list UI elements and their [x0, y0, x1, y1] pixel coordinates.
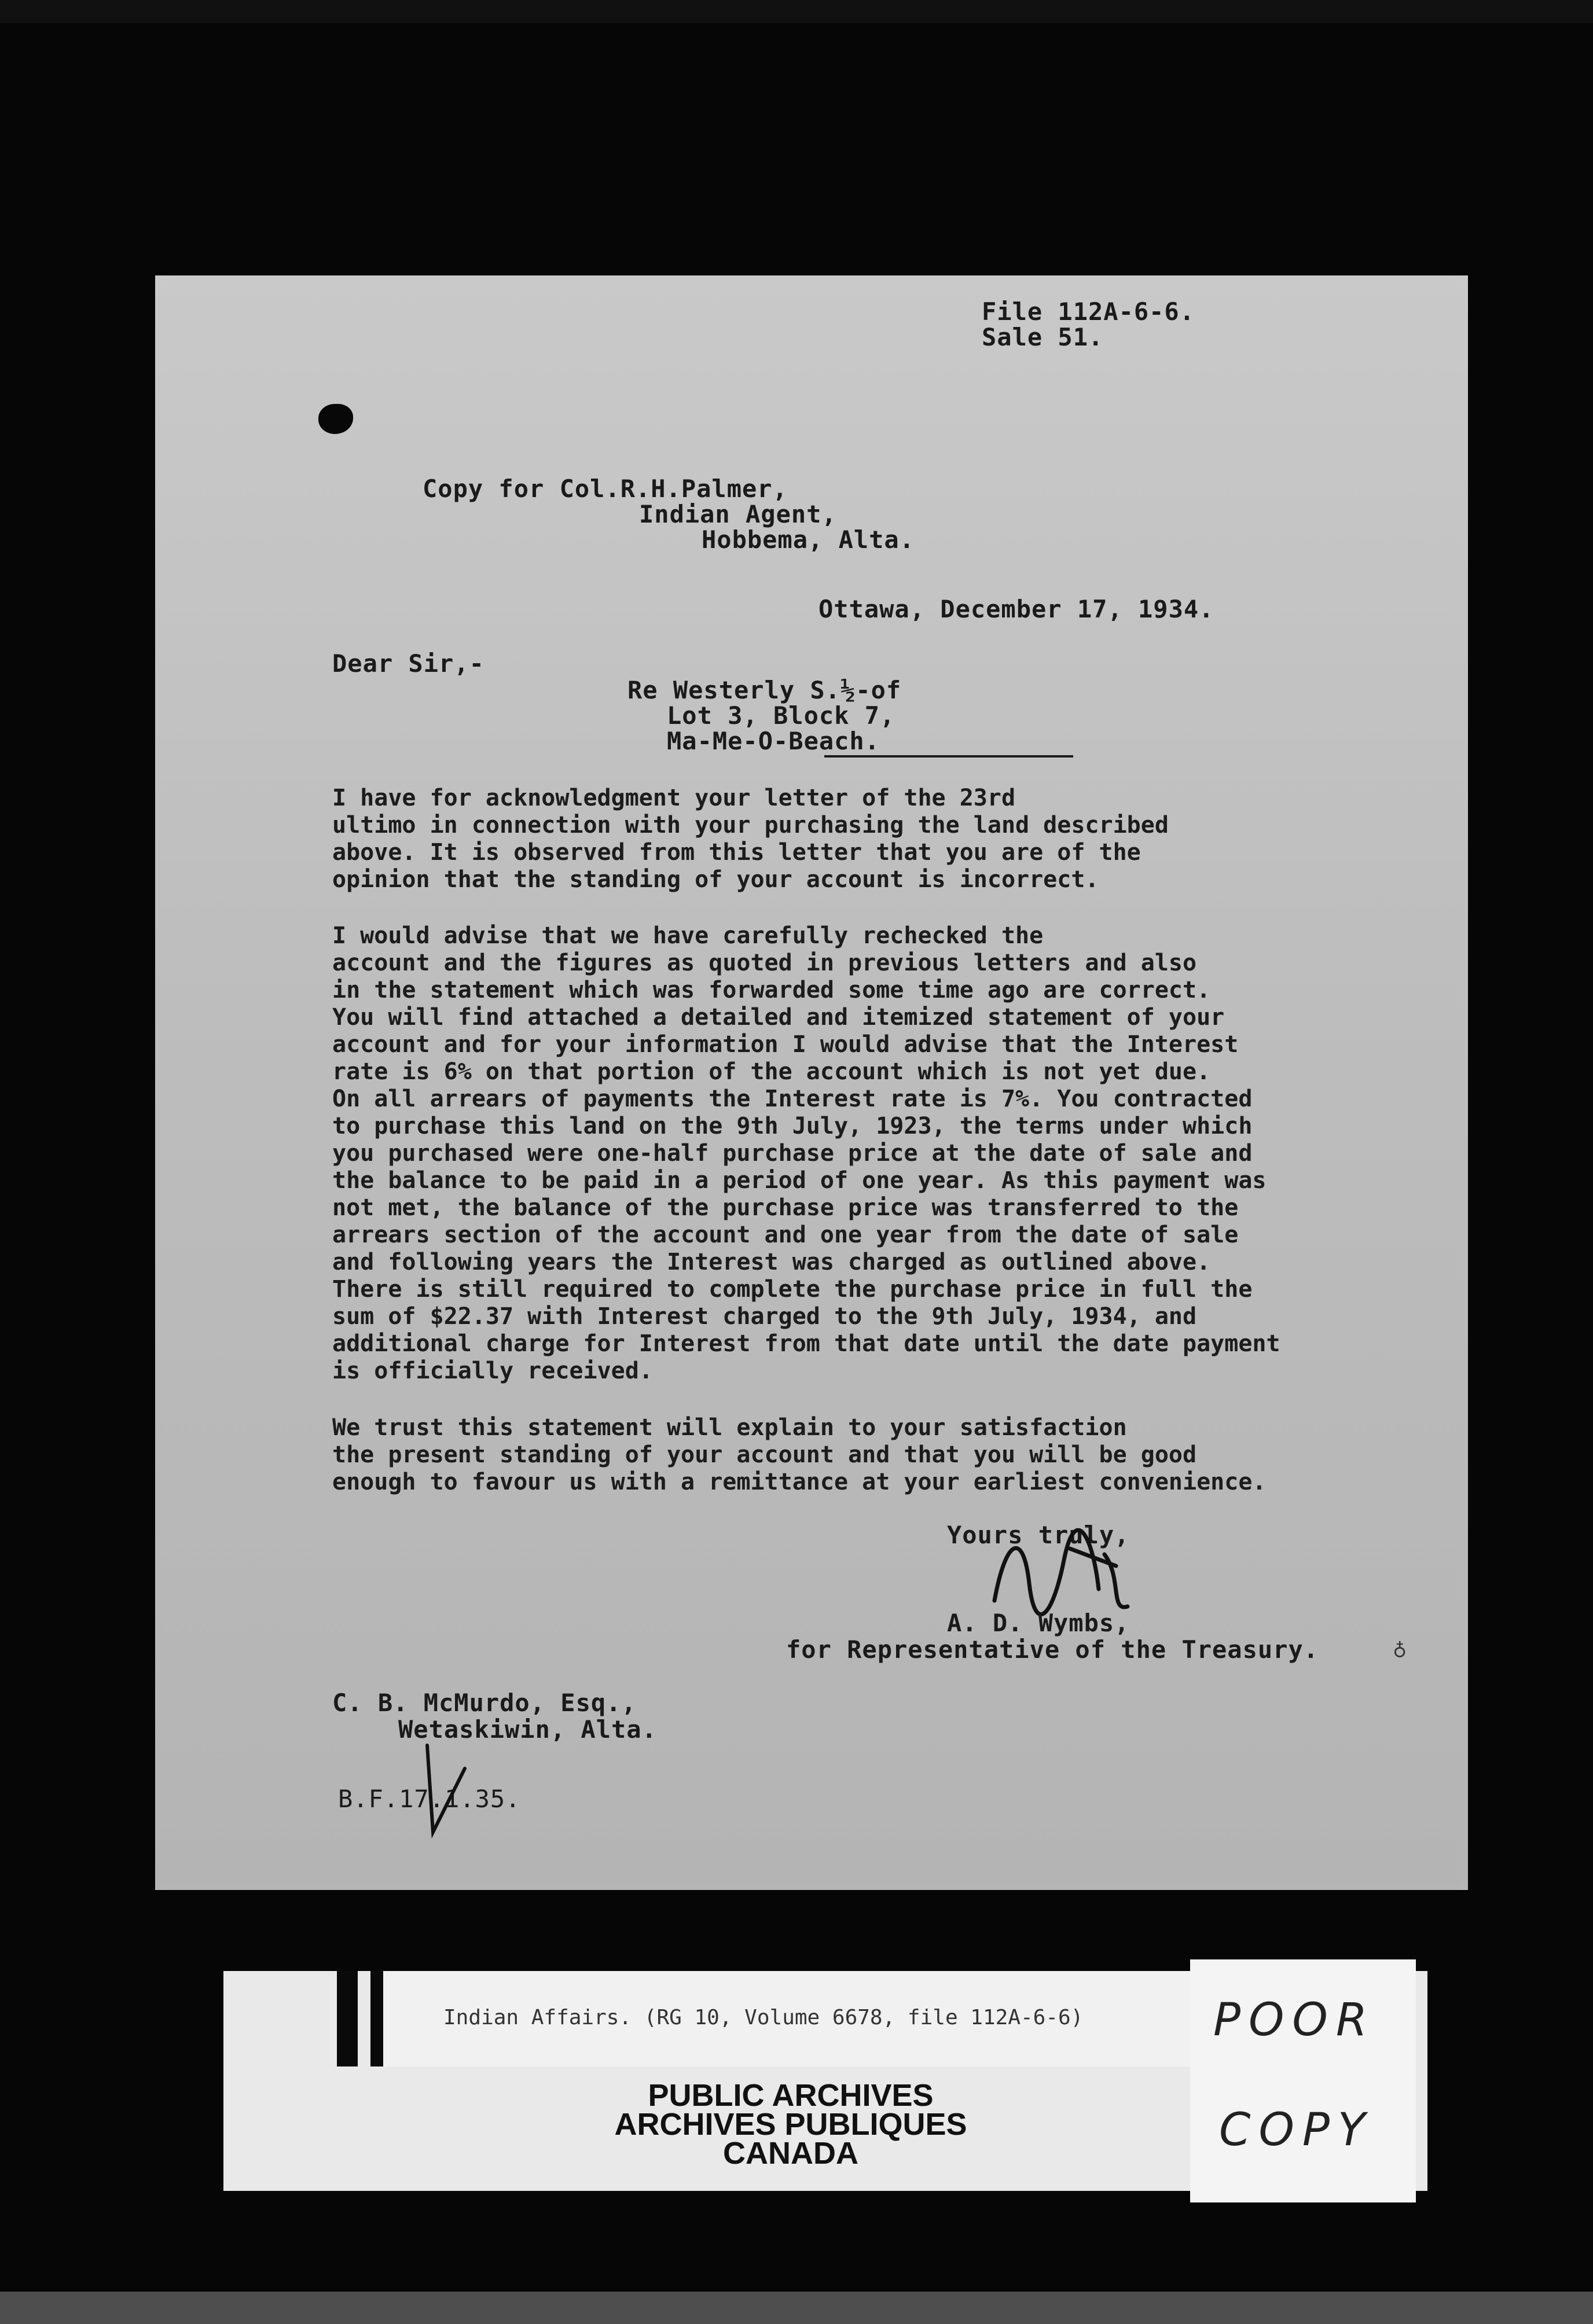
- file-reference: File 112A-6-6.: [982, 297, 1195, 326]
- subject-line1: Re Westerly S.½-of: [627, 676, 902, 704]
- recipient-line2: Wetaskiwin, Alta.: [398, 1715, 657, 1744]
- copy-for-line3: Hobbema, Alta.: [702, 525, 915, 554]
- subject-line3: Ma-Me-O-Beach.: [667, 727, 880, 755]
- archive-reference: Indian Affairs. (RG 10, Volume 6678, file 112A-6-6): [443, 2006, 1084, 2029]
- salutation: Dear Sir,-: [332, 649, 484, 678]
- subject-line2: Lot 3, Block 7,: [667, 701, 895, 730]
- closing: Yours truly,: [947, 1521, 1130, 1549]
- paragraph-3: We trust this statement will explain to your satisfaction the present standing of your account and that you will be good enough to favour us with a remittance at your earliest convenience.: [332, 1414, 1267, 1495]
- stamp-word-poor: POOR: [1213, 1994, 1376, 2046]
- paragraph-2: I would advise that we have carefully rechecked the account and the figures as quoted in previous letters and also in the statement which was forwarded some time ago are correct. You will find attached a detailed and itemized statement of your account and for your information I would advise that the Interest rate is 6% on that portion of the account which is not yet due. On all arrears of payments the Interest rate is 7%. You contracted to purchase this land on the 9th July, 1923, the terms under which you purchased were one-half purchase price at the date of sale and the balance to be paid in a period of one year. As this payment was not met, the balance of the purchase price was transferred to the arrears section of the account and one year from the date of sale and following years the Interest was charged as outlined above. There is still required to complete the purchase price in full the sum of $22.37 with Interest charged to the 9th July, 1934, and additional charge for Interest from that date until the date payment is officially received.: [332, 922, 1280, 1384]
- film-edge-bottom: [0, 2292, 1593, 2324]
- stamp-word-copy: COPY: [1219, 2104, 1374, 2156]
- archive-name-fr: ARCHIVES PUBLIQUES: [614, 2107, 967, 2142]
- copy-for-line2: Indian Agent,: [639, 500, 837, 528]
- poor-copy-stamp: [1190, 1959, 1416, 2202]
- archive-name-en: PUBLIC ARCHIVES: [648, 2078, 934, 2113]
- margin-mark: ♁: [1393, 1635, 1407, 1662]
- ink-blot: [318, 404, 353, 434]
- film-edge: [0, 0, 1593, 23]
- archive-country: CANADA: [723, 2136, 858, 2171]
- recipient-line1: C. B. McMurdo, Esq.,: [332, 1689, 637, 1717]
- place-date: Ottawa, December 17, 1934.: [818, 595, 1214, 623]
- copy-for-line1: Copy for Col.R.H.Palmer,: [423, 475, 788, 503]
- signer-title: for Representative of the Treasury.: [786, 1635, 1319, 1664]
- pencil-check-mark: [410, 1734, 479, 1849]
- label-notch: [337, 1971, 358, 2066]
- archive-label: [223, 1971, 1427, 2191]
- paragraph-1: I have for acknowledgment your letter of the 23rd ultimo in connection with your purchasing the land described above. It is observed from this letter that you are of the opinion that the standing of your account is incorrect.: [332, 785, 1169, 893]
- subject-underline: [824, 755, 1073, 757]
- bf-note: B.F.17.1.35.: [338, 1785, 521, 1813]
- sale-reference: Sale 51.: [982, 323, 1104, 351]
- signer: A. D. Wymbs,: [947, 1609, 1130, 1637]
- letter-page: [155, 275, 1468, 1890]
